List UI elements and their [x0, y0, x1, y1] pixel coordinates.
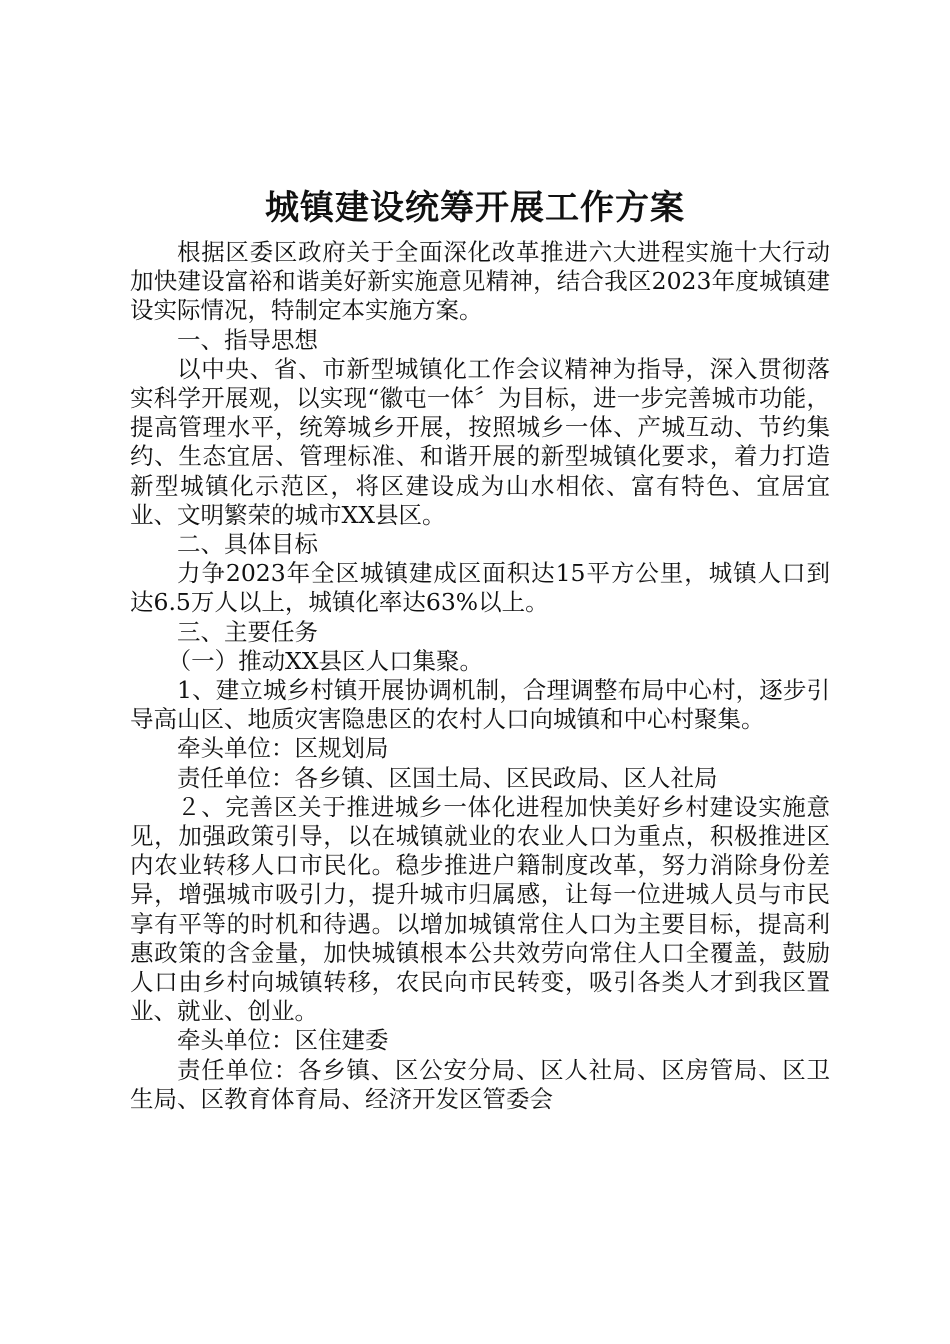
section-heading-guiding-ideology: 一、指导思想: [177, 325, 318, 354]
task-1-responsible-units: 责任单位：各乡镇、区国土局、区民政局、区人社局: [177, 763, 718, 792]
section-heading-specific-goals: 二、具体目标: [177, 530, 318, 559]
task-1-lead-unit: 牵头单位：区规划局: [177, 734, 389, 763]
document-body: [130, 238, 830, 1114]
subsection-heading-population: （一）推动XX县区人口集聚。: [167, 646, 484, 675]
task-1-paragraph: 1、建立城乡村镇开展协调机制，合理调整布局中心村，逐步引导高山区、地质灾害隐患区的农村人口向城镇和中心村聚集。: [130, 676, 830, 734]
task-2-responsible-units: 责任单位：各乡镇、区公安分局、区人社局、区房管局、区卫生局、区教育体育局、经济开发区管委会: [130, 1055, 830, 1113]
intro-paragraph: 根据区委区政府关于全面深化改革推进六大进程实施十大行动加快建设富裕和谐美好新实施意见精神，结合我区2023年度城镇建设实际情况，特制定本实施方案。: [130, 238, 830, 325]
task-2-lead-unit: 牵头单位：区住建委: [177, 1026, 389, 1055]
specific-goals-paragraph: 力争2023年全区城镇建成区面积达15平方公里，城镇人口到达6.5万人以上，城镇化率达63%以上。: [130, 559, 830, 617]
section-heading-main-tasks: 三、主要任务: [177, 617, 318, 646]
guiding-ideology-paragraph: 以中央、省、市新型城镇化工作会议精神为指导，深入贯彻落实科学开展观，以实现“徽屯一体〞为目标，进一步完善城市功能，提高管理水平，统筹城乡开展，按照城乡一体、产城互动、节约集约、生态宜居、管理标准、和谐开展的新型城镇化要求，着力打造新型城镇化示范区，将区建设成为山水相依、富有特色、宜居宜业、文明繁荣的城市XX县区。: [130, 354, 830, 529]
task-2-paragraph: ２、完善区关于推进城乡一体化进程加快美好乡村建设实施意见，加强政策引导，以在城镇就业的农业人口为重点，积极推进区内农业转移人口市民化。稳步推进户籍制度改革，努力消除身份差异，增强城市吸引力，提升城市归属感，让每一位进城人员与市民享有平等的时机和待遇。以增加城镇常住人口为主要目标，提高利惠政策的含金量，加快城镇根本公共效劳向常住人口全覆盖，鼓励人口由乡村向城镇转移，农民向市民转变，吸引各类人才到我区置业、就业、创业。: [130, 792, 830, 1026]
document-title: 城镇建设统筹开展工作方案: [265, 188, 685, 228]
